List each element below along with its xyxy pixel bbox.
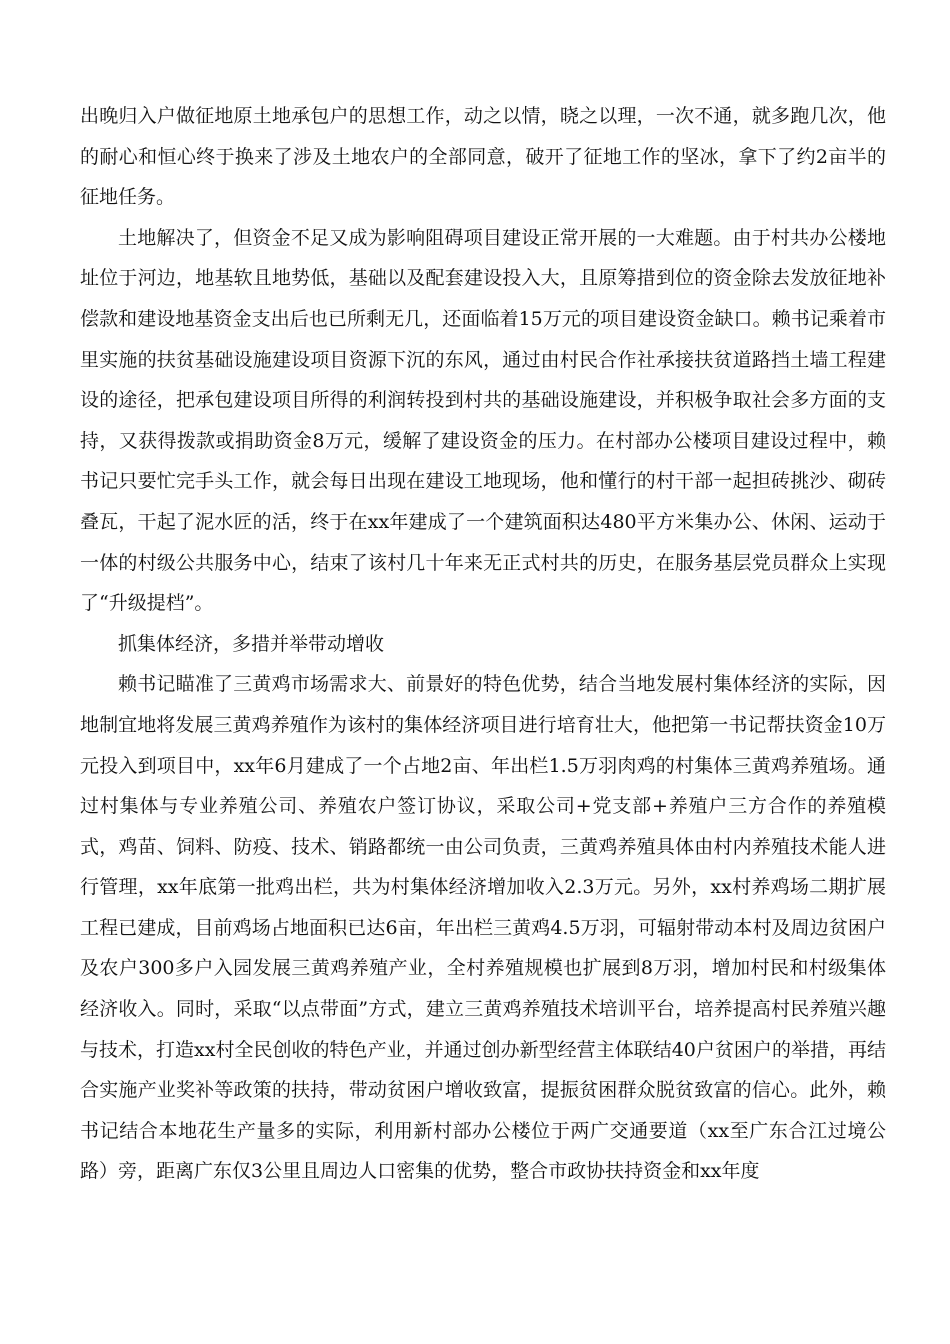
- paragraph-continuation: 出晚归入户做征地原土地承包户的思想工作，动之以情，晓之以理，一次不通，就多跑几次，他的耐心和恒心终于换来了涉及土地农户的全部同意，破开了征地工作的坚冰，拿下了约2亩半的征地任务。: [80, 105, 886, 209]
- document-body: [80, 96, 886, 1192]
- section-heading-collective-economy: 抓集体经济，多措并举带动增收: [118, 632, 385, 655]
- paragraph-funding: 土地解决了，但资金不足又成为影响阻碍项目建设正常开展的一大难题。由于村共办公楼地址位于河边，地基软且地势低，基础以及配套建设投入大，且原筹措到位的资金除去发放征地补偿款和建设地基资金支出后也已所剩无几，还面临着15万元的项目建设资金缺口。赖书记乘着市里实施的扶贫基础设施建设项目资源下沉的东风，通过由村民合作社承接扶贫道路挡土墙工程建设的途径，把承包建设项目所得的利润转投到村共的基础设施建设，并积极争取社会多方面的支持，又获得拨款或捐助资金8万元，缓解了建设资金的压力。在村部办公楼项目建设过程中，赖书记只要忙完手头工作，就会每日出现在建设工地现场，他和懂行的村干部一起担砖挑沙、砌砖叠瓦，干起了泥水匠的活，终于在xx年建成了一个建筑面积达480平方米集办公、休闲、运动于一体的村级公共服务中心，结束了该村几十年来无正式村共的历史，在服务基层党员群众上实现了“升级提档”。: [80, 226, 886, 615]
- paragraph-chicken-farming: 赖书记瞄准了三黄鸡市场需求大、前景好的特色优势，结合当地发展村集体经济的实际，因地制宜地将发展三黄鸡养殖作为该村的集体经济项目进行培育壮大，他把第一书记帮扶资金10万元投入到项目中，xx年6月建成了一个占地2亩、年出栏1.5万羽肉鸡的村集体三黄鸡养殖场。通过村集体与专业养殖公司、养殖农户签订协议，采取公司+党支部+养殖户三方合作的养殖模式，鸡苗、饲料、防疫、技术、销路都统一由公司负责，三黄鸡养殖具体由村内养殖技术能人进行管理，xx年底第一批鸡出栏，共为村集体经济增加收入2.3万元。另外，xx村养鸡场二期扩展工程已建成，目前鸡场占地面积已达6亩，年出栏三黄鸡4.5万羽，可辐射带动本村及周边贫困户及农户300多户入园发展三黄鸡养殖产业，全村养殖规模也扩展到8万羽，增加村民和村级集体经济收入。同时，采取“以点带面”方式，建立三黄鸡养殖技术培训平台，培养提高村民养殖兴趣与技术，打造xx村全民创收的特色产业，并通过创办新型经营主体联结40户贫困户的举措，再结合实施产业奖补等政策的扶持，带动贫困户增收致富，提振贫困群众脱贫致富的信心。此外，赖书记结合本地花生产量多的实际，利用新村部办公楼位于两广交通要道（xx至广东合江过境公路）旁，距离广东仅3公里且周边人口密集的优势，整合市政协扶持资金和xx年度: [80, 673, 886, 1183]
